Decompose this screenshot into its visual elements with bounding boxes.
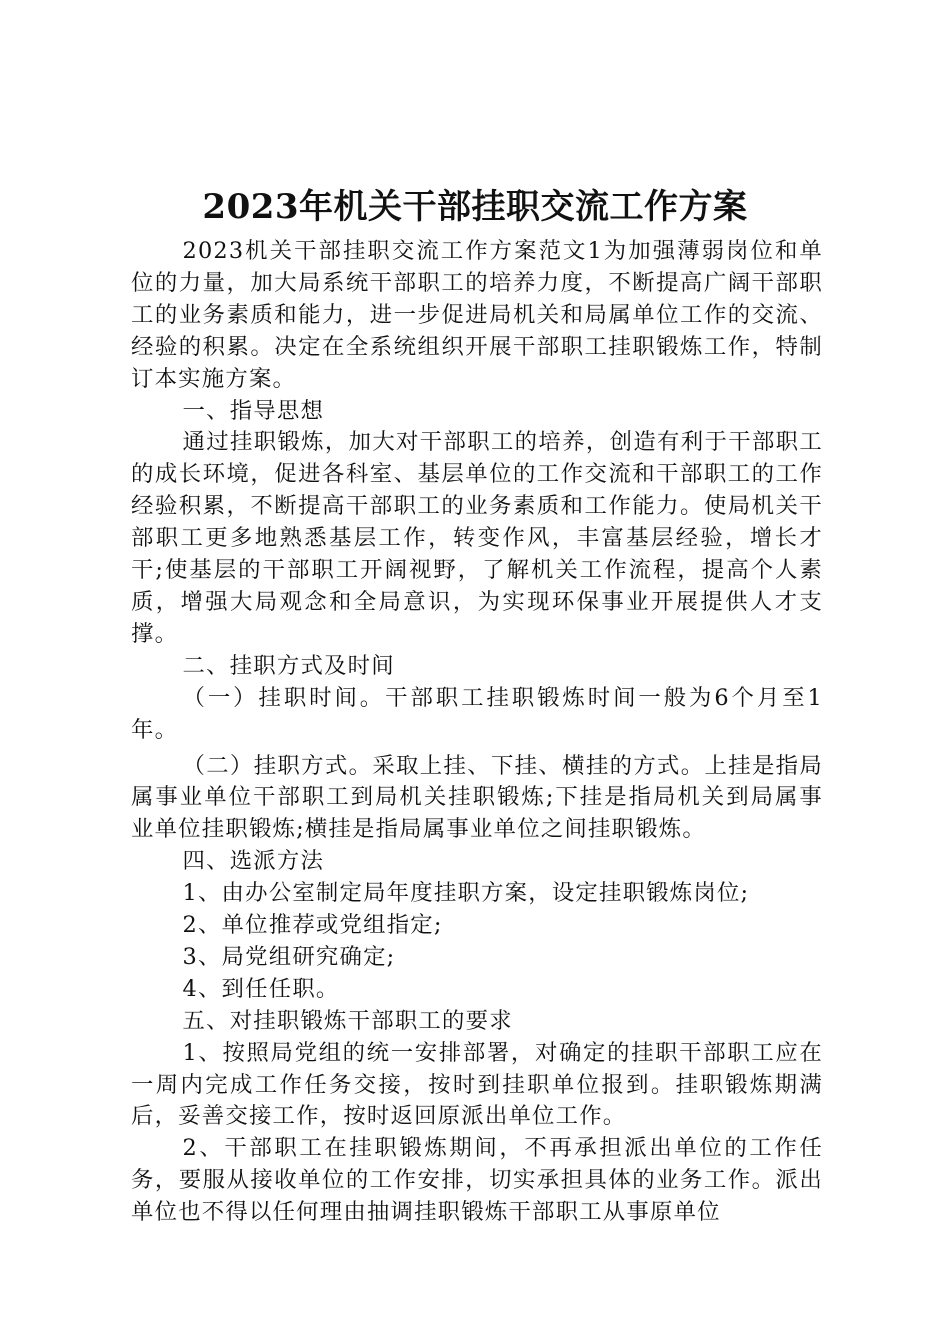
section-heading-guiding-idea: 一、指导思想: [182, 397, 325, 424]
document-title: 2023年机关干部挂职交流工作方案: [202, 187, 748, 227]
selection-item-1: 1、由办公室制定局年度挂职方案，设定挂职锻炼岗位;: [182, 880, 750, 907]
selection-item-2: 2、单位推荐或党组指定;: [182, 912, 443, 939]
section-heading-method-time: 二、挂职方式及时间: [182, 652, 395, 679]
requirement-paragraph-2: 2、干部职工在挂职锻炼期间，不再承担派出单位的工作任务，要服从接收单位的工作安排，切实承担具体的业务工作。派出单位也不得以任何理由抽调挂职锻炼干部职工从事原单位: [131, 1135, 823, 1226]
method-time-paragraph-1: （一）挂职时间。干部职工挂职锻炼时间一般为6个月至1年。: [131, 684, 823, 743]
intro-paragraph: 2023机关干部挂职交流工作方案范文1为加强薄弱岗位和单位的力量，加大局系统干部职工的培养力度，不断提高广阔干部职工的业务素质和能力，进一步促进局机关和局属单位工作的交流、经验的积累。决定在全系统组织开展干部职工挂职锻炼工作，特制订本实施方案。: [131, 238, 823, 392]
section-heading-selection: 四、选派方法: [182, 848, 325, 875]
method-time-paragraph-2: （二）挂职方式。采取上挂、下挂、横挂的方式。上挂是指局属事业单位干部职工到局机关挂职锻炼;下挂是指局机关到局属事业单位挂职锻炼;横挂是指局属事业单位之间挂职锻炼。: [131, 752, 823, 843]
selection-item-3: 3、局党组研究确定;: [182, 943, 396, 970]
requirement-paragraph-1: 1、按照局党组的统一安排部署，对确定的挂职干部职工应在一周内完成工作任务交接，按时到挂职单位报到。挂职锻炼期满后，妥善交接工作，按时返回原派出单位工作。: [131, 1039, 823, 1130]
section-heading-requirements: 五、对挂职锻炼干部职工的要求: [182, 1007, 513, 1034]
guiding-idea-paragraph: 通过挂职锻炼，加大对干部职工的培养，创造有利于干部职工的成长环境，促进各科室、基层单位的工作交流和干部职工的工作经验积累，不断提高干部职工的业务素质和工作能力。使局机关干部职工更多地熟悉基层工作，转变作风，丰富基层经验，增长才干;使基层的干部职工开阔视野，了解机关工作流程，提高个人素质，增强大局观念和全局意识，为实现环保事业开展提供人才支撑。: [131, 429, 823, 647]
document-body: [131, 236, 823, 1229]
selection-item-4: 4、到任任职。: [182, 975, 340, 1002]
